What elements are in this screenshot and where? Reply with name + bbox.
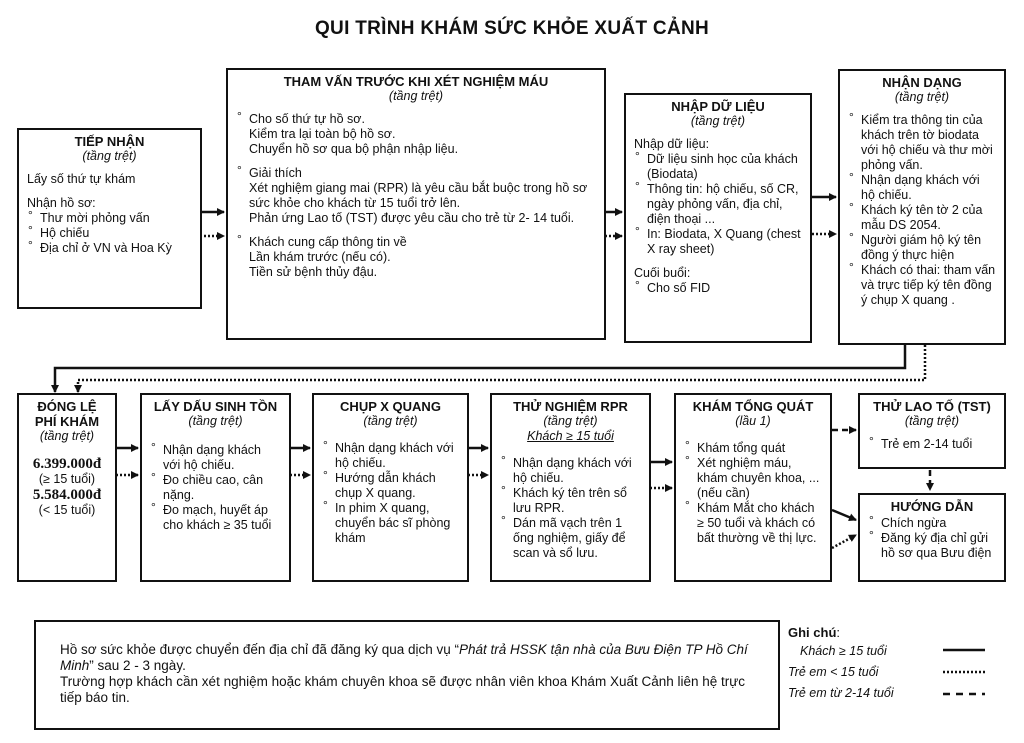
- list-item: ° Nhận dạng khách với hộ chiếu.: [150, 443, 281, 473]
- list-item: [236, 235, 596, 280]
- list-item: ° Dán mã vạch trên 1 ống nghiệm, giấy để scan và sổ lưu.: [500, 516, 641, 561]
- note-service-name: Phát trả HSSK tận nhà của Bưu Điện TP Hồ Chí Minh: [60, 642, 748, 673]
- text-line: Lấy số thứ tự khám: [27, 172, 136, 186]
- text-line: Cuối buổi:: [634, 266, 691, 280]
- list-item: ° Xét nghiệm máu, khám chuyên khoa, ...(nếu cần): [684, 456, 822, 501]
- list-item: ° Khách có thai: tham vấn và trực tiếp ký tên đồng ý chụp X quang .: [848, 263, 996, 308]
- list-item: ° Đo mạch, huyết áp cho khách ≥ 35 tuổi: [150, 503, 281, 533]
- box-tiep-nhan: [17, 128, 202, 309]
- text-line: Chuyển hồ sơ qua bộ phận nhập liệu.: [249, 142, 459, 156]
- bullet-list: [868, 516, 996, 561]
- list-item: ° Cho số FID: [634, 281, 802, 296]
- note-text: ” sau 2 - 3 ngày.: [89, 658, 186, 673]
- note-text: Hồ sơ sức khỏe được chuyển đến địa chỉ đã đăng ký qua dịch vụ “: [60, 642, 460, 657]
- list-item: [236, 166, 596, 226]
- box-tham-van: [226, 68, 606, 340]
- box-floor: (tầng trệt): [188, 414, 243, 428]
- box-title: THỬ LAO TỐ (TST): [873, 399, 991, 414]
- box-rpr: [490, 393, 651, 582]
- box-condition: Khách ≥ 15 tuổi: [527, 429, 614, 443]
- legend-label: Trẻ em < 15 tuổi: [788, 665, 879, 679]
- box-floor: (lầu 1): [735, 414, 771, 428]
- list-item: ° Thông tin: hộ chiếu, số CR, ngày phỏng vấn, địa chỉ, điện thoại ...: [634, 182, 802, 227]
- box-x-quang: [312, 393, 469, 582]
- arrow-solid-wrap: [55, 345, 905, 392]
- list-item: ° Hộ chiếu: [27, 226, 192, 241]
- list-item: ° Nhận dạng khách với hộ chiếu.: [322, 441, 459, 471]
- box-floor: (tầng trệt): [690, 114, 746, 128]
- page-title: QUI TRÌNH KHÁM SỨC KHỎE XUẤT CẢNH: [314, 18, 710, 39]
- bullet-list: [236, 166, 596, 226]
- legend-label: Khách ≥ 15 tuổi: [800, 644, 887, 658]
- box-floor: (tầng trệt): [39, 429, 95, 443]
- text-line: Lần khám trước (nếu có).: [249, 250, 391, 264]
- list-item: ° Thư mời phỏng vấn: [27, 211, 192, 226]
- list-item: ° Kiểm tra thông tin của khách trên tờ biodata với hộ chiếu và thư mời phỏng vấn.: [848, 113, 996, 173]
- legend-label: Trẻ em từ 2-14 tuổi: [788, 686, 894, 700]
- list-item: ° Khách ký tên trên sổ lưu RPR.: [500, 486, 641, 516]
- box-floor: (tầng trệt): [904, 414, 960, 428]
- bullet-list: [150, 443, 281, 533]
- box-dong-le-phi: [17, 393, 117, 582]
- legend-title: Ghi chú:: [788, 625, 841, 640]
- text-line: Kiểm tra lại toàn bộ hồ sơ.: [249, 127, 396, 141]
- bullet-list: [634, 152, 802, 257]
- bullet-list: [848, 113, 996, 308]
- list-item: ° Đo chiều cao, cân nặng.: [150, 473, 281, 503]
- list-item: ° Khách ký tên tờ 2 của mẫu DS 2054.: [848, 203, 996, 233]
- box-sinh-ton: [140, 393, 291, 582]
- list-item: ° Người giám hộ ký tên đồng ý thực hiện: [848, 233, 996, 263]
- text-line: ° Cho số thứ tự hồ sơ.: [249, 112, 365, 126]
- box-lao-to: [858, 393, 1006, 469]
- box-nhap-du-lieu: [624, 93, 812, 343]
- box-title: CHỤP X QUANG: [340, 399, 441, 414]
- list-item: ° In: Biodata, X Quang (chest X ray sheet): [634, 227, 802, 257]
- legend: [788, 625, 1018, 703]
- legend-item-solid: [788, 640, 1018, 661]
- fee-adult-age: (≥ 15 tuổi): [38, 472, 96, 486]
- box-floor: (tầng trệt): [82, 149, 137, 163]
- text-line: Nhận hồ sơ:: [27, 196, 96, 210]
- bullet-list: [27, 211, 192, 256]
- text-line: ° Khách cung cấp thông tin về: [249, 235, 407, 249]
- bullet-list: [684, 441, 822, 546]
- text-line: Phản ứng Lao tố (TST) được yêu cầu cho trẻ từ 2- 14 tuổi.: [249, 211, 575, 225]
- text-line: ° Giải thích: [249, 166, 302, 180]
- text-line: Tiền sử bệnh thủy đậu.: [249, 265, 378, 279]
- bullet-list: [322, 441, 459, 546]
- legend-item-dotted: [788, 661, 1018, 682]
- box-title: NHẬP DỮ LIỆU: [671, 99, 765, 114]
- box-tong-quat: [674, 393, 832, 582]
- box-huong-dan: [858, 493, 1006, 582]
- bullet-list: [236, 235, 596, 280]
- list-item: ° Đăng ký địa chỉ gửi hồ sơ qua Bưu điện: [868, 531, 996, 561]
- fee-child: 5.584.000đ: [32, 487, 102, 503]
- box-floor: (tầng trệt): [543, 414, 598, 428]
- box-floor: (tầng trệt): [388, 89, 444, 103]
- list-item: ° In phim X quang, chuyển bác sĩ phòng khám: [322, 501, 459, 546]
- bullet-list: [868, 437, 996, 452]
- text-line: Xét nghiệm giang mai (RPR) là yêu cầu bắt buộc trong hồ sơ sức khỏe cho khách từ 15 tuổi trở lên.: [249, 181, 588, 210]
- box-title: PHÍ KHÁM: [34, 414, 100, 429]
- note-paragraph: [60, 642, 758, 674]
- text-line: Nhập dữ liệu:: [634, 137, 710, 151]
- list-item: ° Chích ngừa: [868, 516, 996, 531]
- note-paragraph: Trường hợp khách cần xét nghiệm hoặc khám chuyên khoa sẽ được nhân viên khoa Khám Xuất Cảnh liên hệ trực tiếp báo tin.: [60, 674, 746, 705]
- note-box: [34, 620, 780, 730]
- box-title: THAM VẤN TRƯỚC KHI XÉT NGHIỆM MÁU: [283, 74, 549, 89]
- list-item: ° Khám tổng quát: [684, 441, 822, 456]
- box-title: TIẾP NHẬN: [74, 134, 145, 149]
- box-title: ĐÓNG LỆ: [37, 399, 97, 414]
- list-item: ° Địa chỉ ở VN và Hoa Kỳ: [27, 241, 192, 256]
- fee-child-age: (< 15 tuổi): [38, 503, 96, 517]
- box-nhan-dang: [838, 69, 1006, 345]
- bullet-list: [500, 456, 641, 561]
- legend-item-dashed: [788, 682, 1018, 703]
- list-item: ° Nhận dạng khách với hộ chiếu.: [848, 173, 996, 203]
- box-title: KHÁM TỔNG QUÁT: [692, 399, 814, 414]
- list-item: ° Khám Mắt cho khách ≥ 50 tuổi và khách có bất thường về thị lực.: [684, 501, 822, 546]
- list-item: [236, 112, 596, 157]
- box-title: NHẬN DẠNG: [882, 75, 962, 90]
- list-item: ° Hướng dẫn khách chụp X quang.: [322, 471, 459, 501]
- box-title: LẤY DẤU SINH TỒN: [153, 399, 278, 414]
- list-item: ° Dữ liệu sinh học của khách (Biodata): [634, 152, 802, 182]
- fee-adult: 6.399.000đ: [32, 456, 102, 472]
- bullet-list: [236, 112, 596, 157]
- list-item: ° Nhận dạng khách với hộ chiếu.: [500, 456, 641, 486]
- box-title: THỬ NGHIỆM RPR: [513, 399, 628, 414]
- bullet-list: [634, 281, 802, 296]
- box-floor: (tầng trệt): [363, 414, 418, 428]
- list-item: ° Trẻ em 2-14 tuổi: [868, 437, 996, 452]
- arrow-solid-tongquat-huongdan: [832, 510, 856, 520]
- box-floor: (tầng trệt): [894, 90, 950, 104]
- box-title: HƯỚNG DẪN: [890, 499, 974, 514]
- arrow-dotted-tongquat-huongdan: [832, 535, 856, 548]
